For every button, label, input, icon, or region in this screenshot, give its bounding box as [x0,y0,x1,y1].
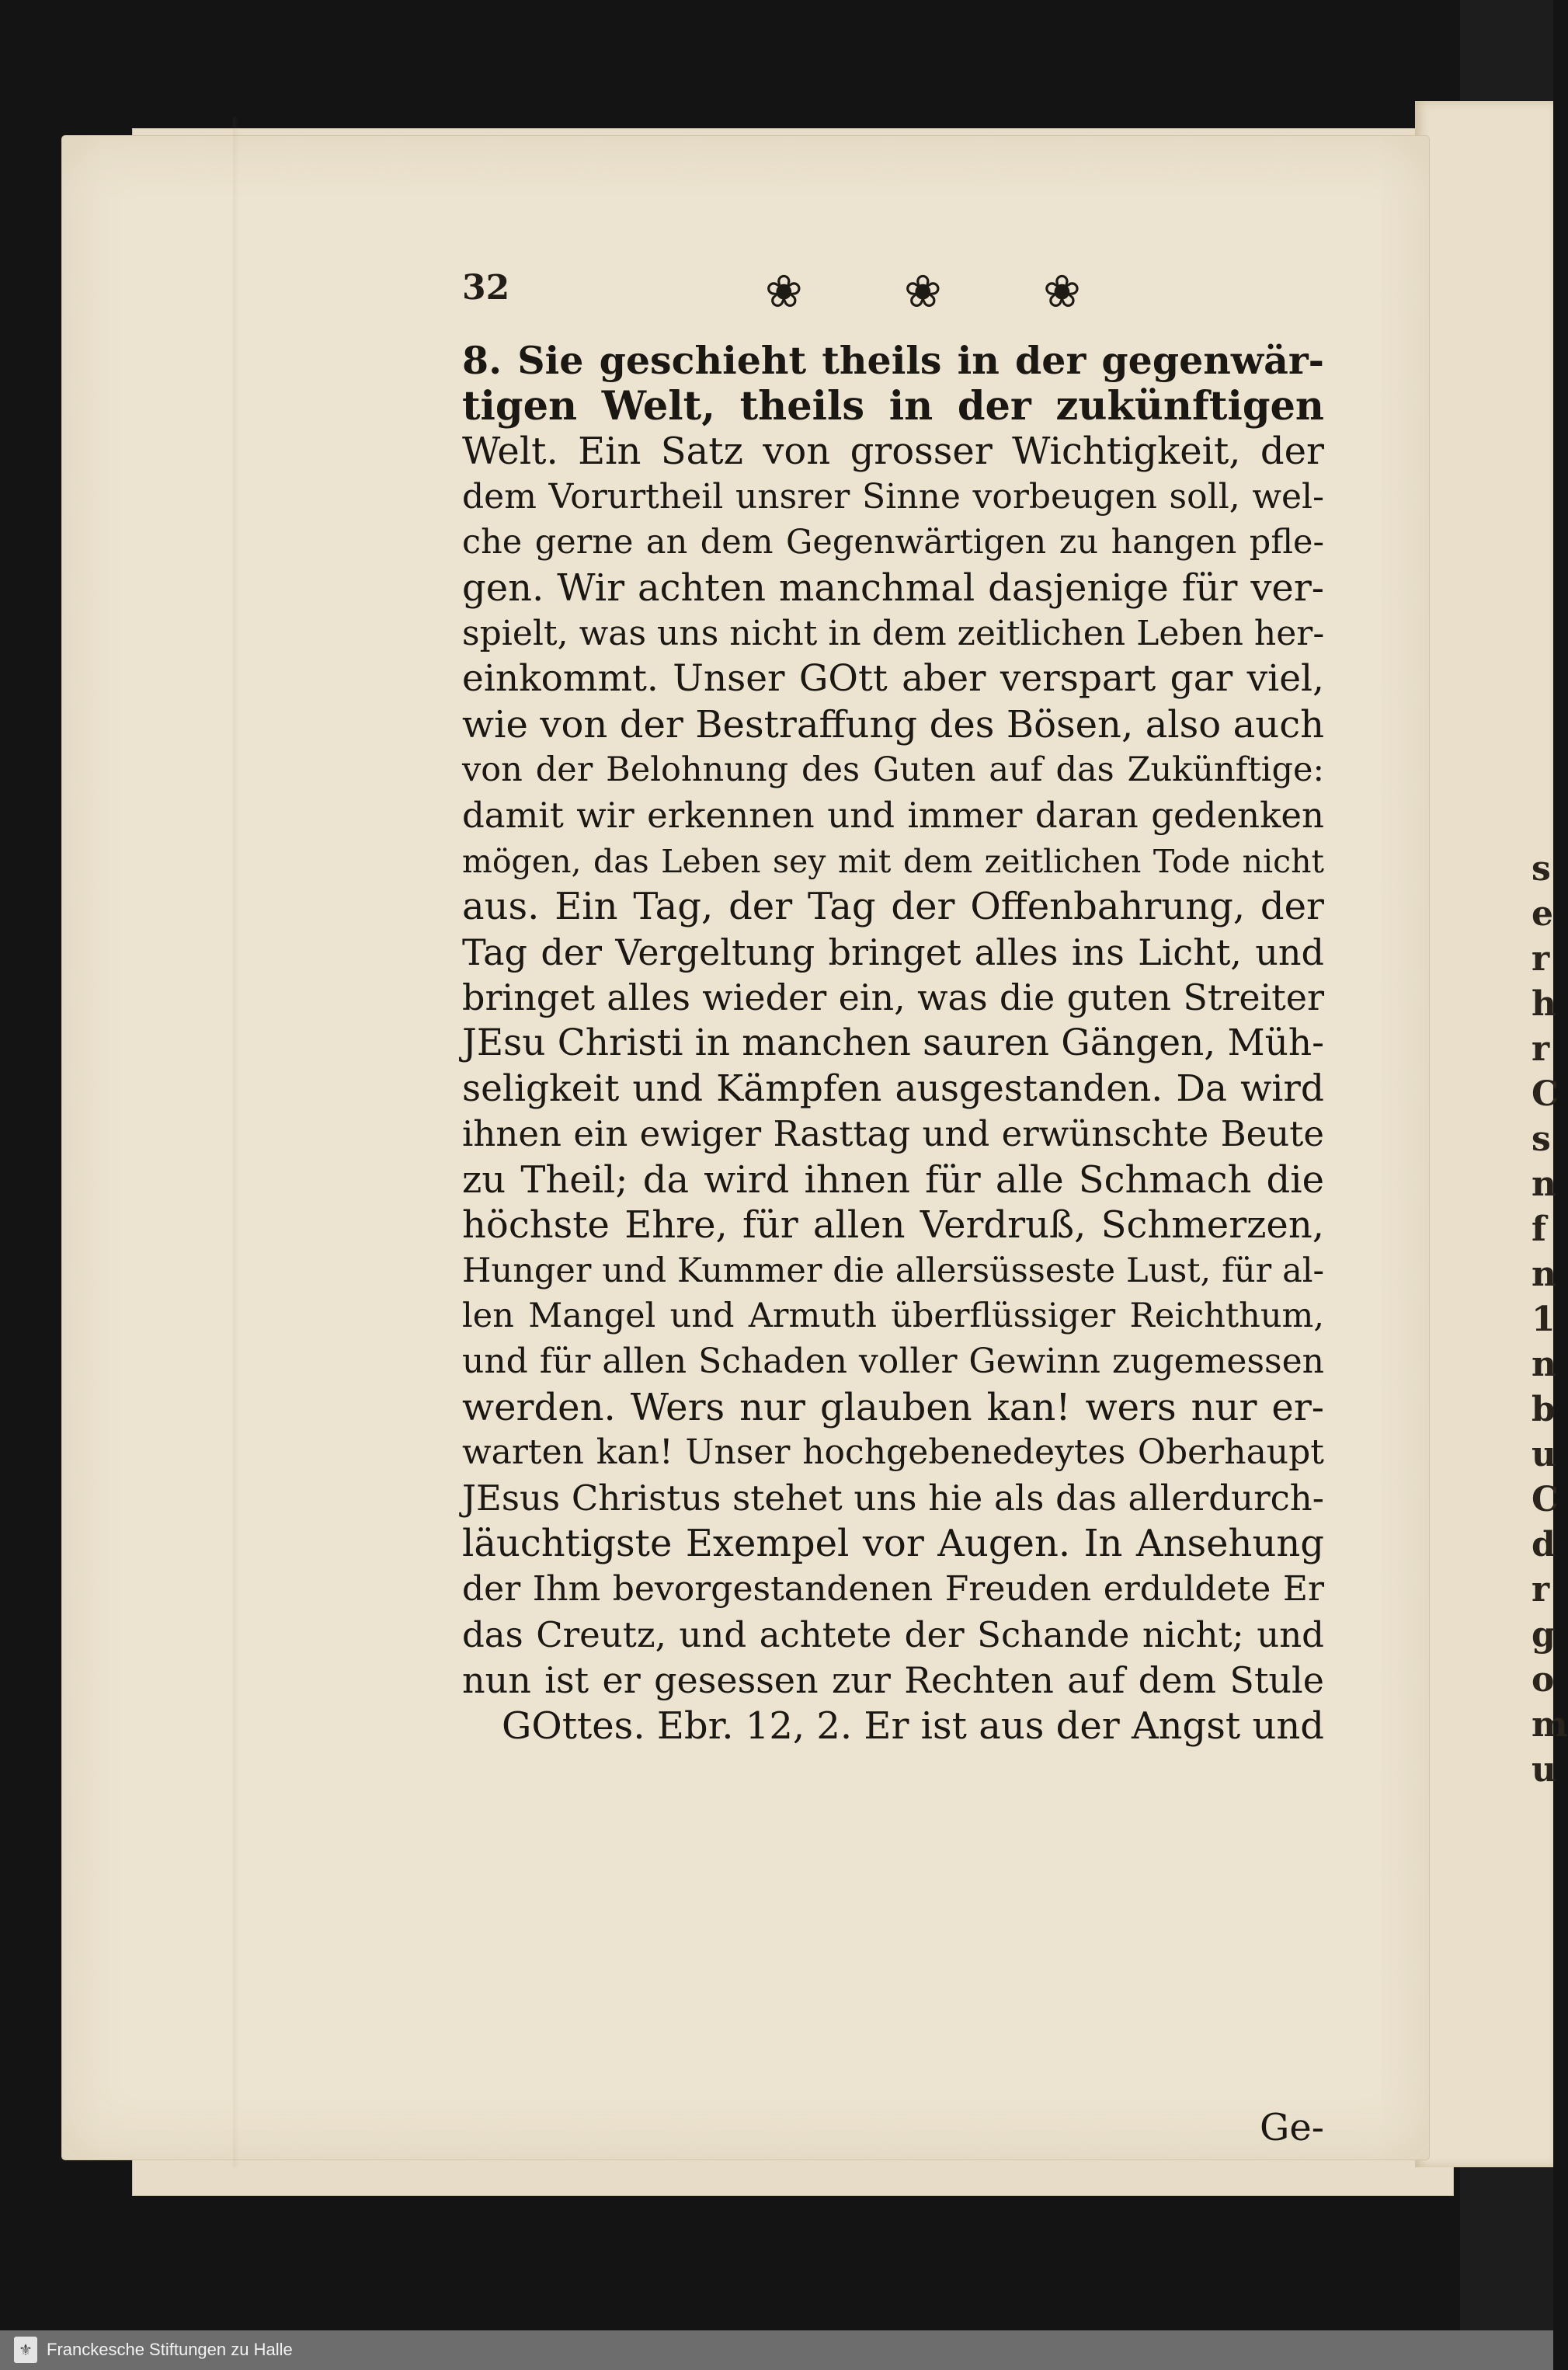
facing-page-letter: e [1531,894,1553,934]
text-line: spielt, was uns nicht in dem zeitlichen Leben her- [462,613,1325,653]
facing-page-letters [1531,847,1568,1793]
text-line: nun ist er gesessen zur Rechten auf dem Stule [462,1659,1324,1702]
viewer-footer [0,2330,1553,2370]
facing-page-letter: d [1531,1525,1556,1564]
facing-page-letter: C [1531,1480,1559,1519]
text-line: bringet alles wieder ein, was die guten Streiter [462,976,1324,1019]
text-line: von der Belohnung des Guten auf das Zukünftige: [462,750,1324,790]
facing-page-letter: 1 [1531,1300,1556,1339]
facing-page-letter: n [1531,1164,1556,1204]
institution-credit[interactable]: Franckesche Stiftungen zu Halle [47,2340,293,2359]
facing-page-letter: s [1531,1119,1551,1159]
text-line: damit wir erkennen und immer daran gedenken [462,794,1324,836]
facing-page-letter: b [1531,1390,1556,1429]
text-line: höchste Ehre, für allen Verdruß, Schmerzen, [462,1203,1324,1248]
facing-page-letter: h [1531,984,1556,1024]
text-line: und für allen Schaden voller Gewinn zugemessen [462,1342,1324,1382]
text-line: tigen Welt, theils in der zukünftigen [462,382,1324,430]
page-fold-shadow [233,117,239,2167]
facing-page-letter: C [1531,1074,1559,1114]
text-line: dem Vorurtheil unsrer Sinne vorbeugen soll, wel- [462,476,1324,517]
text-line: gen. Wir achten manchmal dasjenige für ver- [462,566,1324,610]
text-line: zu Theil; da wird ihnen für alle Schmach die [462,1157,1324,1202]
facing-page-letter: r [1531,939,1550,979]
facing-page-letter: r [1531,1570,1550,1610]
facing-page-letter: o [1531,1660,1555,1700]
facing-page-letter: g [1531,1615,1556,1655]
facing-page-letter: n [1531,1345,1556,1384]
text-line: Welt. Ein Satz von grosser Wichtigkeit, der [462,430,1324,474]
facing-page-letter: u [1531,1750,1556,1790]
catchword: Ge- [1260,2106,1324,2149]
facing-page-letter: r [1531,1029,1550,1069]
facing-page-letter: f [1531,1209,1546,1249]
text-line: 8. Sie geschieht theils in der gegenwär- [462,338,1324,383]
text-line: warten kan! Unser hochgebenedeytes Oberhaupt [462,1432,1324,1473]
text-line: JEsu Christi in manchen sauren Gängen, Müh- [462,1021,1324,1064]
text-line: der Ihm bevorgestandenen Freuden erduldete Er [462,1569,1324,1610]
page-header [462,265,1332,330]
text-line: wie von der Bestraffung des Bösen, also auch [462,702,1324,746]
facing-page-letter: u [1531,1435,1556,1474]
text-block [462,338,1325,2149]
facing-page-edge [1415,101,1568,2167]
text-line: läuchtigste Exempel vor Augen. In Ansehung [462,1522,1324,1566]
text-line: mögen, das Leben sey mit dem zeitlichen Tode nicht [462,842,1324,880]
text-line: GOttes. Ebr. 12, 2. Er ist aus der Angst und [502,1704,1324,1748]
facing-page-letter: m [1531,1705,1568,1745]
text-line: ihnen ein ewiger Rasttag und erwünschte Beute [462,1113,1324,1155]
ornament-row: ❀ ❀ ❀ [765,265,1125,318]
text-line: Tag der Vergeltung bringet alles ins Licht, und [462,931,1324,973]
page-number: 32 [462,268,510,308]
text-line: JEsus Christus stehet uns hie als das allerdurch- [462,1477,1324,1519]
institution-logo-icon[interactable]: ⚜ [14,2337,37,2363]
text-line: seligkeit und Kämpfen ausgestanden. Da wird [462,1067,1324,1110]
text-line: len Mangel und Armuth überflüssiger Reichthum, [462,1296,1324,1336]
text-line: einkommt. Unser GOtt aber verspart gar viel, [462,657,1324,701]
text-line: aus. Ein Tag, der Tag der Offenbahrung, der [462,885,1324,929]
text-line: werden. Wers nur glauben kan! wers nur er- [462,1385,1324,1429]
text-line: Hunger und Kummer die allersüsseste Lust, für al- [462,1251,1324,1290]
facing-page-letter: s [1531,849,1551,889]
text-line: das Creutz, und achtete der Schande nicht; und [462,1613,1324,1655]
facing-page-letter: n [1531,1255,1556,1294]
text-line: che gerne an dem Gegenwärtigen zu hangen pfle- [462,523,1324,562]
